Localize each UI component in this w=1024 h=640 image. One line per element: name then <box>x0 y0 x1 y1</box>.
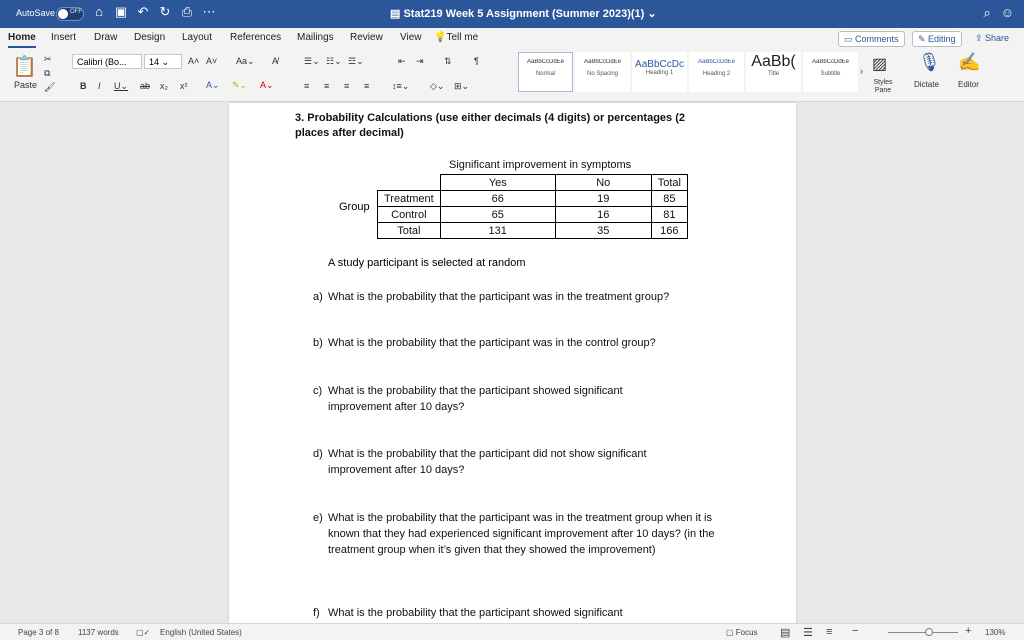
style-preview: AaBbCcDdEe <box>697 59 736 65</box>
contingency-table <box>377 174 688 239</box>
autosave-state: OFF <box>70 9 82 15</box>
style-name: No Spacing <box>586 71 619 77</box>
share-button[interactable] <box>970 31 1014 47</box>
style-preview: AaBbCcDdEe <box>583 59 622 65</box>
proofing-icon[interactable]: ▢✓ <box>136 628 151 637</box>
table-row <box>378 207 688 223</box>
table-cell: 66 <box>440 191 555 207</box>
print-icon[interactable]: ⎙ <box>181 4 193 19</box>
table-row <box>378 191 688 207</box>
dictate-label[interactable]: Dictate <box>914 80 939 89</box>
style-heading-1[interactable] <box>632 52 687 92</box>
decrease-indent-icon[interactable]: ⇤ <box>398 56 406 66</box>
table-cell: 85 <box>651 191 687 207</box>
language-label[interactable]: English (United States) <box>160 628 242 637</box>
print-layout-icon[interactable]: ▤ <box>780 627 791 639</box>
comments-label: Comments <box>855 34 899 44</box>
table-cell: 166 <box>651 223 687 239</box>
style-heading-2[interactable] <box>689 52 744 92</box>
clear-format-icon[interactable]: A̸ <box>272 56 279 66</box>
style-preview: AaBbCcDdEe <box>526 59 565 65</box>
lightbulb-icon: 💡 <box>434 32 447 43</box>
autosave-label: AutoSave <box>16 8 56 18</box>
strikethrough-icon[interactable]: ab <box>140 81 151 91</box>
paste-icon[interactable]: 📋 <box>12 56 37 78</box>
doc-title-text: Stat219 Week 5 Assignment (Summer 2023)(1) <box>403 8 645 20</box>
focus-label: Focus <box>735 628 758 637</box>
share-label: Share <box>985 33 1010 43</box>
tab-review[interactable]: Review <box>350 32 383 43</box>
style-name: Normal <box>535 71 556 77</box>
superscript-icon[interactable]: x² <box>180 81 188 91</box>
word-count[interactable]: 1137 words <box>78 628 119 637</box>
style-name: Title <box>767 71 780 77</box>
style-name: Heading 2 <box>702 71 731 77</box>
zoom-in-icon[interactable]: + <box>965 625 972 637</box>
search-icon[interactable]: ⌕ <box>983 5 991 20</box>
question-letter: b) <box>313 337 323 349</box>
style-preview: AaBb( <box>751 53 796 70</box>
row-label: Total <box>378 223 441 239</box>
font-name-value: Calibri (Bo... <box>77 57 127 67</box>
undo-icon[interactable]: ↶ <box>137 4 149 19</box>
microphone-icon[interactable]: 🎙 <box>918 52 941 72</box>
tab-insert[interactable]: Insert <box>51 32 77 43</box>
document-title[interactable]: ▤ Stat219 Week 5 Assignment (Summer 2023)(1) ⌄ <box>390 8 657 20</box>
ribbon-tabs <box>0 28 1024 50</box>
more-icon[interactable]: ⋯ <box>202 4 216 19</box>
question-d <box>313 446 733 478</box>
style-name: Subtitle <box>820 71 841 77</box>
table-cell <box>378 175 441 191</box>
table-header: No <box>555 175 651 191</box>
align-center-icon[interactable]: ≡ <box>324 81 330 91</box>
outline-view-icon[interactable]: ☰ <box>803 627 813 639</box>
format-painter-icon[interactable]: 🖌 <box>44 82 56 92</box>
font-name-select[interactable] <box>72 54 142 69</box>
borders-icon[interactable]: ⊞⌄ <box>454 81 470 91</box>
web-layout-icon[interactable]: ≡ <box>826 626 833 638</box>
question-text: What is the probability that the participant did not show significant improvement after 10 days? <box>328 448 647 476</box>
table-cell: 81 <box>651 207 687 223</box>
paste-label[interactable]: Paste <box>14 80 38 90</box>
section-heading: 3. Probability Calculations (use either decimals (4 digits) or percentages (2 places after decimal) <box>295 112 686 139</box>
autosave-toggle[interactable] <box>56 7 84 21</box>
table-cell: 35 <box>555 223 651 239</box>
increase-indent-icon[interactable]: ⇥ <box>416 56 424 66</box>
question-e <box>313 510 733 558</box>
shading-icon[interactable]: ◇⌄ <box>430 81 445 91</box>
question-text: What is the probability that the participant showed significant <box>328 607 623 619</box>
share-people-icon[interactable]: ☺ <box>1000 5 1014 20</box>
question-letter: a) <box>313 291 323 303</box>
table-cell: 16 <box>555 207 651 223</box>
home-icon[interactable]: ⌂ <box>95 4 103 19</box>
table-header: Yes <box>440 175 555 191</box>
question-letter: d) <box>313 448 323 460</box>
subscript-icon[interactable]: x₂ <box>160 81 168 91</box>
table-cell: 19 <box>555 191 651 207</box>
editing-label: Editing <box>928 34 956 44</box>
table-header: Total <box>651 175 687 191</box>
font-color-icon[interactable]: A⌄ <box>260 80 274 90</box>
style-no-spacing[interactable] <box>575 52 630 92</box>
bold-icon[interactable]: B <box>80 81 87 91</box>
comments-button[interactable] <box>838 31 905 47</box>
save-icon[interactable]: ▣ <box>114 4 128 19</box>
style-normal[interactable] <box>518 52 573 92</box>
zoom-out-icon[interactable]: − <box>852 625 859 637</box>
document-page[interactable] <box>229 103 796 623</box>
question-letter: e) <box>313 512 323 524</box>
comment-icon: ▭ <box>844 34 856 44</box>
pencil-icon: ✎ <box>918 34 929 44</box>
question-text: What is the probability that the participant showed significant improvement after 10 days? <box>328 385 623 413</box>
editing-button[interactable] <box>912 31 962 47</box>
row-label: Control <box>378 207 441 223</box>
cut-icon[interactable]: ✂ <box>44 54 52 64</box>
status-bar <box>0 623 1024 640</box>
style-preview: AaBbCcDc <box>635 59 684 70</box>
toggle-knob <box>58 9 68 19</box>
redo-icon[interactable]: ↻ <box>159 4 171 19</box>
italic-icon[interactable]: I <box>98 81 101 91</box>
zoom-level[interactable]: 130% <box>985 628 1006 637</box>
shrink-font-icon[interactable]: A˅ <box>206 56 218 66</box>
tell-me[interactable] <box>434 32 478 43</box>
style-title[interactable] <box>746 52 801 92</box>
intro-text: A study participant is selected at random <box>328 257 526 269</box>
tab-draw[interactable]: Draw <box>94 32 118 43</box>
table-caption: Significant improvement in symptoms <box>449 159 632 171</box>
bullets-icon[interactable]: ☰⌄ <box>304 56 320 66</box>
sort-icon[interactable]: ⇅ <box>444 56 452 66</box>
word-doc-icon: ▤ <box>390 8 404 20</box>
question-text: What is the probability that the participant was in the control group? <box>328 337 656 349</box>
editor-label[interactable]: Editor <box>958 80 979 89</box>
question-a <box>313 289 733 305</box>
question-letter: c) <box>313 385 323 397</box>
focus-icon: ▢ <box>726 628 736 637</box>
title-bar <box>0 0 1024 28</box>
zoom-slider-handle[interactable] <box>925 628 933 636</box>
change-case-icon[interactable]: Aa⌄ <box>236 56 255 66</box>
row-label: Treatment <box>378 191 441 207</box>
numbering-icon[interactable]: ☷⌄ <box>326 56 342 66</box>
copy-icon[interactable]: ⧉ <box>44 68 51 78</box>
table-header-row <box>378 175 688 191</box>
multilevel-list-icon[interactable]: ☲⌄ <box>348 56 364 66</box>
question-f <box>313 605 733 621</box>
style-preview: AaBbCcDdEe <box>811 59 850 65</box>
grow-font-icon[interactable]: A˄ <box>188 56 200 66</box>
tell-me-label: Tell me <box>446 32 479 43</box>
table-cell: 131 <box>440 223 555 239</box>
tab-home[interactable]: Home <box>8 32 36 43</box>
ribbon-home <box>0 50 1024 102</box>
share-icon: ⇪ <box>975 33 986 43</box>
table-row <box>378 223 688 239</box>
question-text: What is the probability that the participant was in the treatment group? <box>328 291 670 303</box>
font-size-value: 14 <box>149 57 160 67</box>
align-right-icon[interactable]: ≡ <box>344 81 350 91</box>
group-label: Group <box>339 201 370 213</box>
zoom-slider-track[interactable] <box>888 632 958 633</box>
tab-layout[interactable]: Layout <box>182 32 213 43</box>
page-count[interactable]: Page 3 of 8 <box>18 628 59 637</box>
tab-view[interactable]: View <box>400 32 422 43</box>
styles-gallery <box>518 52 858 92</box>
justify-icon[interactable]: ≡ <box>364 81 370 91</box>
style-name: Heading 1 <box>645 70 674 76</box>
tab-design[interactable]: Design <box>134 32 166 43</box>
align-left-icon[interactable]: ≡ <box>304 81 310 91</box>
pilcrow-icon[interactable]: ¶ <box>474 56 479 66</box>
question-letter: f) <box>313 607 320 619</box>
question-text: What is the probability that the participant was in the treatment group when it is known that they had experienced significant improvement after 10 days? (in the treatment group when it’s given that they showed the improvement) <box>328 512 715 556</box>
style-subtitle[interactable] <box>803 52 858 92</box>
styles-pane-icon[interactable]: ▨ <box>872 56 888 73</box>
question-b <box>313 335 733 351</box>
chevron-right-icon[interactable]: › <box>860 66 863 76</box>
editor-icon[interactable]: ✍ <box>958 52 981 72</box>
question-c <box>313 383 733 415</box>
focus-button[interactable] <box>726 628 758 637</box>
tab-references[interactable]: References <box>230 32 282 43</box>
table-cell: 65 <box>440 207 555 223</box>
highlight-icon[interactable]: ✎⌄ <box>232 80 248 90</box>
underline-icon[interactable]: U⌄ <box>114 81 129 91</box>
font-size-select[interactable]: 14 ⌄ <box>144 54 182 69</box>
text-effects-icon[interactable]: A⌄ <box>206 80 220 90</box>
tab-mailings[interactable]: Mailings <box>297 32 334 43</box>
styles-pane-label[interactable]: Styles Pane <box>873 79 893 94</box>
line-spacing-icon[interactable]: ↕≡⌄ <box>392 81 410 91</box>
